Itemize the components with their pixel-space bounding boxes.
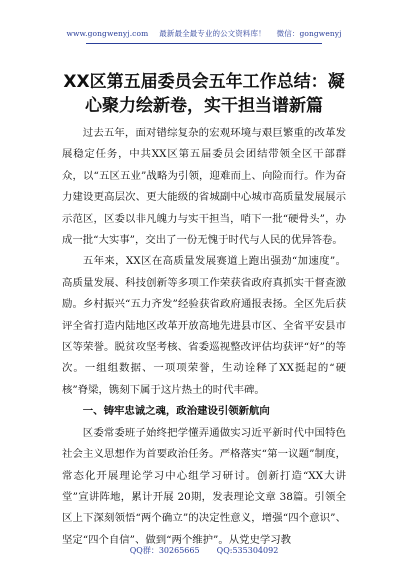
- document-body: [62, 123, 346, 551]
- body-paragraph-1: 过去五年，面对错综复杂的宏观环境与艰巨繁重的改革发展稳定任务，中共XX区第五届委员会团结带领全区干部群众，以“五区五业”战略为引领，迎难而上、向险而行。作为奋力建设更高层次、更大能级的省城副中心城市高质量发展展示示范区，区委以非凡魄力与实干担当，哨下一批“硬骨头”，办成一批“大实事”，交出了一份无愧于时代与人民的优异答卷。: [62, 127, 346, 247]
- body-paragraph-3: 区委常委班子始终把学懂弄通做实习近平新时代中国特色社会主义思想作为首要政治任务。严格落实“第一议题”制度，常态化开展理论学习中心组学习研讨。创新打造“XX大讲堂”宣讲阵地，累计开展 20期，发表理论文章 38篇。引领全区上下深刻领悟“两个确立”的决定性意义，增强“四个意识”、坚定“四个自信”、做到“两个维护”。从党史学习教: [62, 426, 346, 546]
- body-paragraph-2: 五年来，XX区在高质量发展赛道上跑出强劲“加速度”。高质量发展、科技创新等多项工作荣获省政府真抓实干督查激励。乡村振兴“五力齐发”经验获省政府通报表扬。全区先后获评全省打造内陆地区改革开放高地先进县市区、全省平安县市区等荣誉。脱贫攻坚考核、省委巡视整改评估均获评“好”的等次。一组组数据、一项项荣誉，生动诠释了XX挺起的“硬核”脊梁，镌刻下属于这片热土的时代丰碑。: [62, 255, 346, 396]
- page-footer: [0, 545, 408, 556]
- header-wechat: 微信：gongwenyj: [276, 29, 342, 38]
- header-website-link[interactable]: www.gongwenyj.com: [66, 29, 149, 38]
- page-header: [0, 28, 408, 39]
- header-tagline: 最新最全最专业的公文资料库！: [159, 29, 266, 38]
- header-divider: [86, 43, 322, 44]
- document-title: XX区第五届委员会五年工作总结：凝心聚力绘新卷，实干担当谱新篇: [63, 72, 345, 116]
- footer-qq: QQ:535304092: [216, 546, 279, 555]
- section-heading: 一、铸牢忠诚之魂，政治建设引领新航向: [82, 405, 270, 418]
- footer-qq-group: QQ群：30265665: [129, 546, 200, 555]
